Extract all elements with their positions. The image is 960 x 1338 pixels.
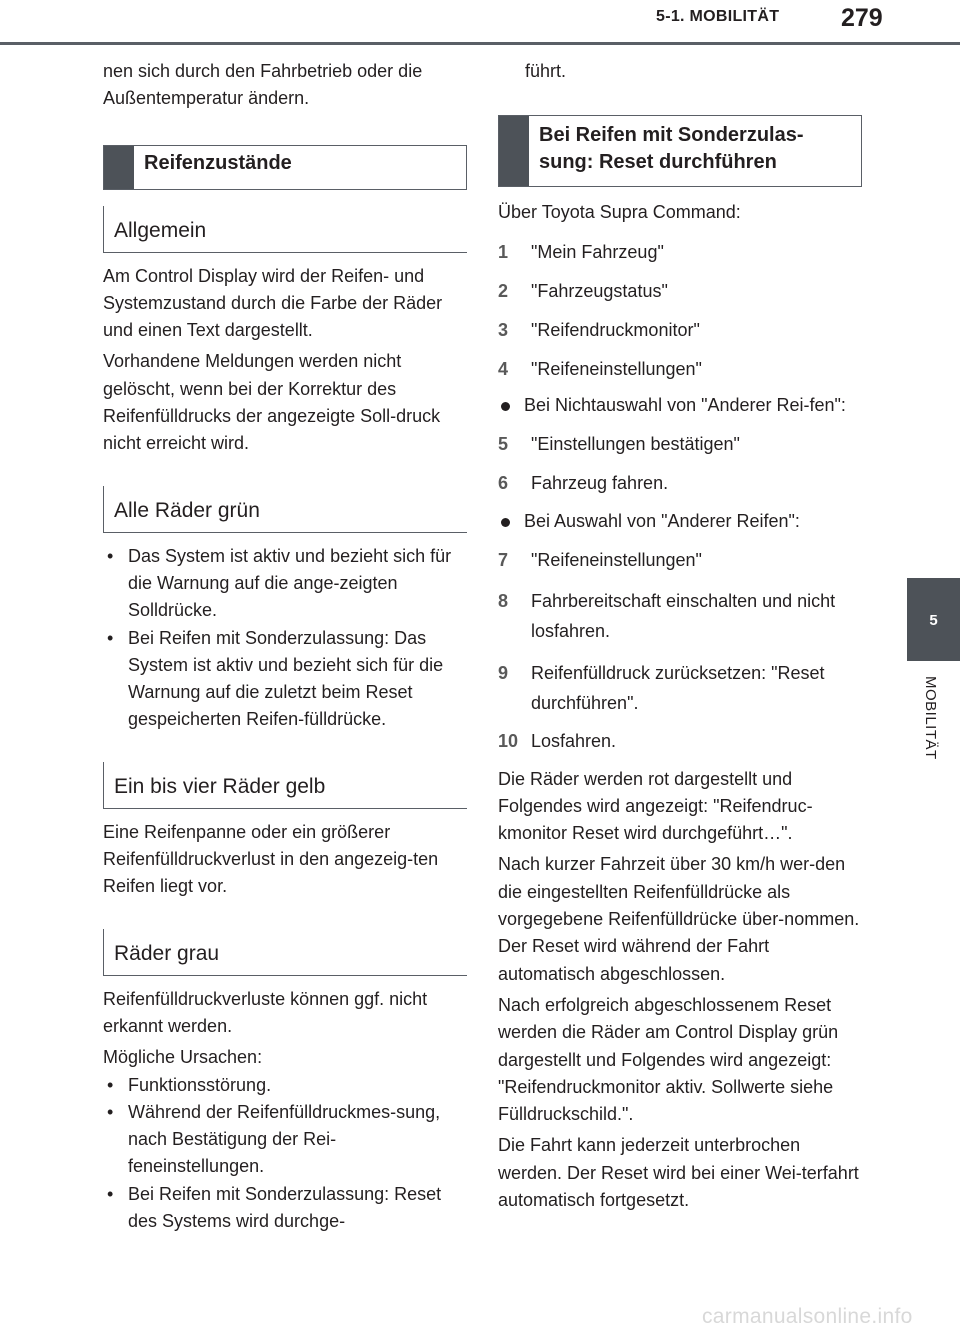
bullet-item: • Das System ist aktiv und bezieht sich für die Warnung auf die ange-zeigten Solldrücke. — [103, 543, 467, 625]
step-text: "Einstellungen bestätigen" — [531, 434, 740, 455]
paragraph: Am Control Display wird der Reifen- und Systemzustand durch die Farbe der Räder und einen Text dargestellt. — [103, 265, 443, 341]
heading-bar — [104, 146, 134, 189]
watermark-text: carmanualsonline.info — [702, 1305, 913, 1328]
step-text: Fahrbereitschaft einschalten und nicht losfahren. — [531, 591, 836, 642]
step-number: 8 — [498, 591, 509, 612]
bullet-item: • Bei Reifen mit Sonderzulassung: Reset des Systems wird durchge- — [103, 1181, 467, 1236]
step-text: Losfahren. — [531, 731, 617, 752]
step-item — [498, 586, 862, 646]
subheading-alle-raeder-gruen: Alle Räder grün — [103, 486, 467, 533]
paragraph: Reifenfülldruckverluste können ggf. nicht erkannt werden. — [103, 988, 428, 1036]
step-text: "Reifeneinstellungen" — [531, 549, 702, 570]
paragraph: Mögliche Ursachen: — [103, 1047, 263, 1068]
step-number: 3 — [498, 320, 509, 341]
lead-text: Über Toyota Supra Command: — [498, 202, 741, 223]
step-item — [498, 658, 862, 718]
paragraph: Nach kurzer Fahrzeit über 30 km/h wer-den die eingestellten Reifenfülldrücke als vorgegebene Reifenfülldrücke über-nommen. Der Reset wird während der Fahrt automatisch abgeschlossen. — [498, 854, 860, 984]
subheading-allgemein: Allgemein — [103, 206, 467, 253]
bullet-item: • Funktionsstörung. — [103, 1072, 467, 1099]
step-item — [498, 547, 862, 574]
step-number: 4 — [498, 359, 509, 380]
right-intro: führt. — [525, 61, 567, 81]
condition-item: Bei Nichtauswahl von "Anderer Rei-fen": — [498, 392, 862, 419]
step-item — [498, 431, 862, 458]
step-item — [498, 356, 862, 383]
step-item — [498, 239, 862, 266]
right-column — [498, 56, 862, 1214]
chapter-tab-number: 5 — [929, 612, 938, 629]
section-label: 5-1. MOBILITÄT — [656, 8, 780, 25]
step-text: Fahrzeug fahren. — [531, 473, 669, 494]
left-intro: nen sich durch den Fahrbetrieb oder die Außentemperatur ändern. — [103, 61, 423, 109]
step-number: 7 — [498, 549, 509, 570]
paragraph: Vorhandene Meldungen werden nicht gelöscht, wenn bei der Korrektur des Reifenfülldrucks der angezeigte Soll-druck nicht erreicht wird. — [103, 351, 441, 454]
step-item — [498, 317, 862, 344]
paragraph: Die Fahrt kann jederzeit unterbrochen werden. Der Reset wird bei einer Wei-terfahrt automatisch fortgesetzt. — [498, 1135, 859, 1211]
bullet-item: • Während der Reifenfülldruckmes-sung, nach Bestätigung der Rei-feneinstellungen. — [103, 1099, 467, 1181]
step-number: 10 — [498, 731, 519, 752]
bullet-item: • Bei Reifen mit Sonderzulassung: Das System ist aktiv und bezieht sich für die Warnung auf die zuletzt beim Reset gespeicherten Reifen-fülldrücke. — [103, 625, 467, 734]
section-heading-reset — [498, 115, 862, 187]
step-number: 1 — [498, 241, 509, 262]
section-heading-text: Reifenzustände — [144, 151, 292, 174]
section-heading-text: Bei Reifen mit Sonderzulas-sung: Reset durchführen — [539, 124, 804, 174]
step-text: "Fahrzeugstatus" — [531, 280, 668, 301]
step-number: 5 — [498, 434, 509, 455]
step-text: "Mein Fahrzeug" — [531, 241, 664, 262]
heading-bar — [499, 116, 529, 186]
step-number: 6 — [498, 473, 509, 494]
chapter-tab-label: MOBILITÄT — [922, 676, 939, 760]
step-item — [498, 728, 862, 755]
step-text: Reifenfülldruck zurücksetzen: "Reset durchführen". — [531, 663, 825, 714]
step-text: "Reifeneinstellungen" — [531, 359, 702, 380]
paragraph: Die Räder werden rot dargestellt und Folgendes wird angezeigt: "Reifendruc-kmonitor Reset wird durchgeführt…". — [498, 768, 813, 844]
step-number: 9 — [498, 663, 509, 684]
step-item — [498, 470, 862, 497]
step-item — [498, 278, 862, 305]
section-heading-reifenzustaende — [103, 145, 467, 190]
step-text: "Reifendruckmonitor" — [531, 320, 700, 341]
page-number: 279 — [841, 4, 883, 32]
step-number: 2 — [498, 280, 509, 301]
condition-item: Bei Auswahl von "Anderer Reifen": — [498, 508, 862, 535]
left-column — [103, 56, 467, 1235]
subheading-raeder-grau: Räder grau — [103, 929, 467, 976]
chapter-tab — [907, 578, 960, 661]
paragraph: Nach erfolgreich abgeschlossenem Reset werden die Räder am Control Display grün dargestellt und Folgendes wird angezeigt: "Reifendruckmonitor aktiv. Sollwerte siehe Fülldruckschild.". — [498, 994, 839, 1125]
paragraph: Eine Reifenpanne oder ein größerer Reifenfülldruckverlust in den angezeig-ten Reifen liegt vor. — [103, 821, 439, 897]
header-rule — [0, 42, 960, 45]
subheading-raeder-gelb: Ein bis vier Räder gelb — [103, 762, 467, 809]
